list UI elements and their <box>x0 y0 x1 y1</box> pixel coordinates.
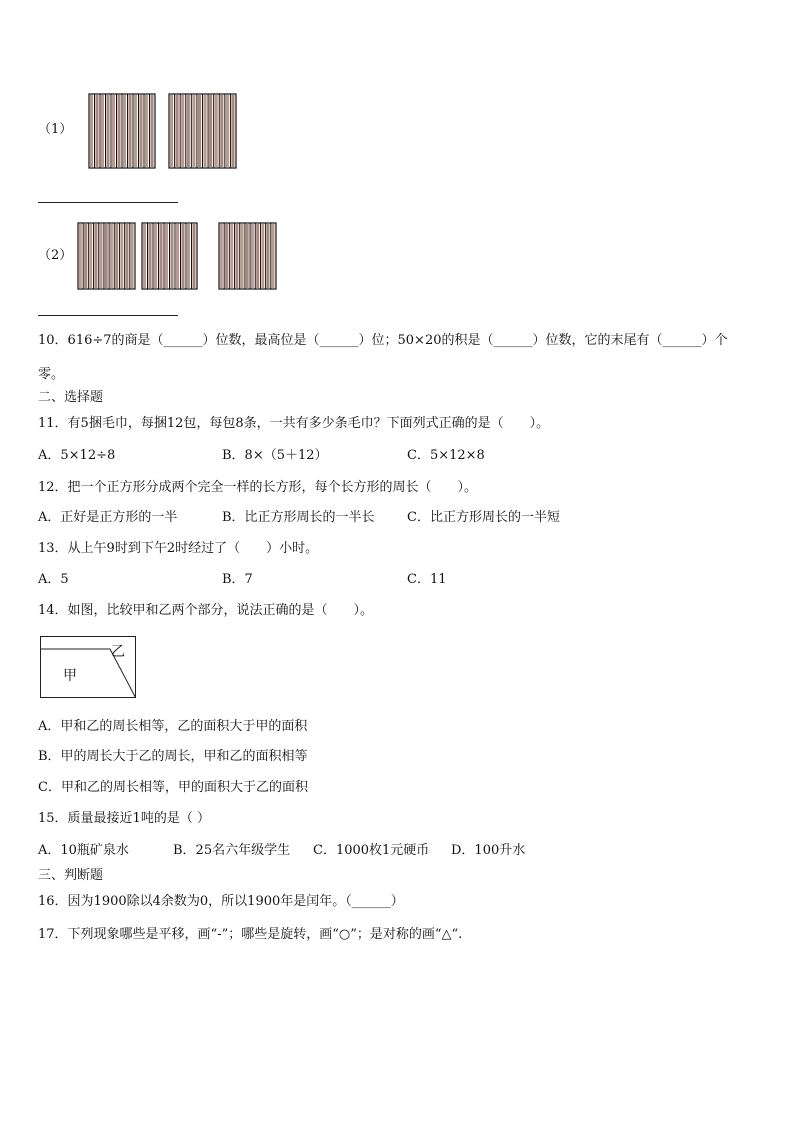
stick <box>143 224 146 288</box>
stick <box>105 224 108 288</box>
stick <box>181 224 184 288</box>
answer-line-2 <box>38 315 178 316</box>
q15-option-b[interactable]: B．25名六年级学生 <box>173 843 291 858</box>
q13-option-c[interactable]: C．11 <box>407 572 447 587</box>
question-16: 16．因为1900除以4余数为0，所以1900年是闰年。（______） <box>38 894 404 909</box>
stick <box>115 224 118 288</box>
question-15: 15．质量最接近1吨的是（ ） <box>38 811 210 826</box>
stick <box>94 224 97 288</box>
stick <box>225 224 228 288</box>
q14-option-c[interactable]: C．甲和乙的周长相等，甲的面积大于乙的面积 <box>38 780 308 795</box>
stick <box>120 224 123 288</box>
bundle-2a <box>78 223 135 289</box>
question-13: 13．从上午9时到下午2时经过了（ ）小时。 <box>38 541 319 556</box>
question-12: 12．把一个正方形分成两个完全一样的长方形，每个长方形的周长（ ）。 <box>38 480 478 495</box>
q11-option-a[interactable]: A．5×12÷8 <box>38 448 116 463</box>
bundle-2c <box>219 223 276 289</box>
stick <box>126 224 129 288</box>
q14-option-a[interactable]: A．甲和乙的周长相等，乙的面积大于甲的面积 <box>38 719 308 734</box>
q14-figure-label-yi: 乙 <box>111 644 125 660</box>
q12-option-a[interactable]: A．正好是正方形的一半 <box>38 510 178 525</box>
q14-figure-label-jia: 甲 <box>63 668 77 684</box>
figure-2-label: （2） <box>38 248 73 263</box>
stick <box>246 224 249 288</box>
stick <box>154 224 157 288</box>
stick <box>256 224 259 288</box>
question-17: 17．下列现象哪些是平移，画“-”；哪些是旋转，画“○”；是对称的画“△“. <box>38 927 463 942</box>
figure-2-bundles <box>0 0 794 300</box>
question-14: 14．如图，比较甲和乙两个部分，说法正确的是（ ）。 <box>38 603 374 618</box>
stick <box>267 224 270 288</box>
stick <box>261 224 264 288</box>
q12-option-b[interactable]: B．比正方形周长的一半长 <box>222 510 375 525</box>
stick <box>131 224 134 288</box>
stick <box>100 224 103 288</box>
q15-option-a[interactable]: A．10瓶矿泉水 <box>38 843 129 858</box>
q11-option-c[interactable]: C．5×12×8 <box>407 448 485 463</box>
stick <box>159 224 162 288</box>
q15-option-d[interactable]: D．100升水 <box>451 843 526 858</box>
stick <box>220 224 223 288</box>
q12-option-c[interactable]: C．比正方形周长的一半短 <box>407 510 560 525</box>
question-10: 10．616÷7的商是（______）位数，最高位是（______）位；50×20的积是（______）位数，它的末尾有（______）个 <box>38 333 728 348</box>
question-11: 11．有5捆毛巾，每捆12包，每包8条，一共有多少条毛巾？下面列式正确的是（ ）。 <box>38 416 550 431</box>
section-heading-judge: 三、判断题 <box>38 868 104 883</box>
stick <box>176 224 179 288</box>
question-10-continued: 零。 <box>38 367 65 382</box>
q13-option-b[interactable]: B．7 <box>222 572 253 587</box>
q15-option-c[interactable]: C．1000枚1元硬币 <box>313 843 430 858</box>
q14-option-b[interactable]: B．甲的周长大于乙的周长，甲和乙的面积相等 <box>38 749 308 764</box>
figure-1-label: （1） <box>38 122 73 137</box>
stick <box>110 224 113 288</box>
stick <box>187 224 190 288</box>
stick <box>148 224 151 288</box>
stick <box>170 224 173 288</box>
bundle-2b <box>142 223 197 289</box>
q11-option-b[interactable]: B．8×（5＋12） <box>222 448 328 463</box>
stick <box>230 224 233 288</box>
stick <box>272 224 275 288</box>
stick <box>192 224 195 288</box>
section-heading-choice: 二、选择题 <box>38 390 104 405</box>
stick <box>251 224 254 288</box>
stick <box>235 224 238 288</box>
stick <box>241 224 244 288</box>
stick <box>79 224 82 288</box>
stick <box>89 224 92 288</box>
stick <box>84 224 87 288</box>
q13-option-a[interactable]: A．5 <box>38 572 69 587</box>
stick <box>165 224 168 288</box>
